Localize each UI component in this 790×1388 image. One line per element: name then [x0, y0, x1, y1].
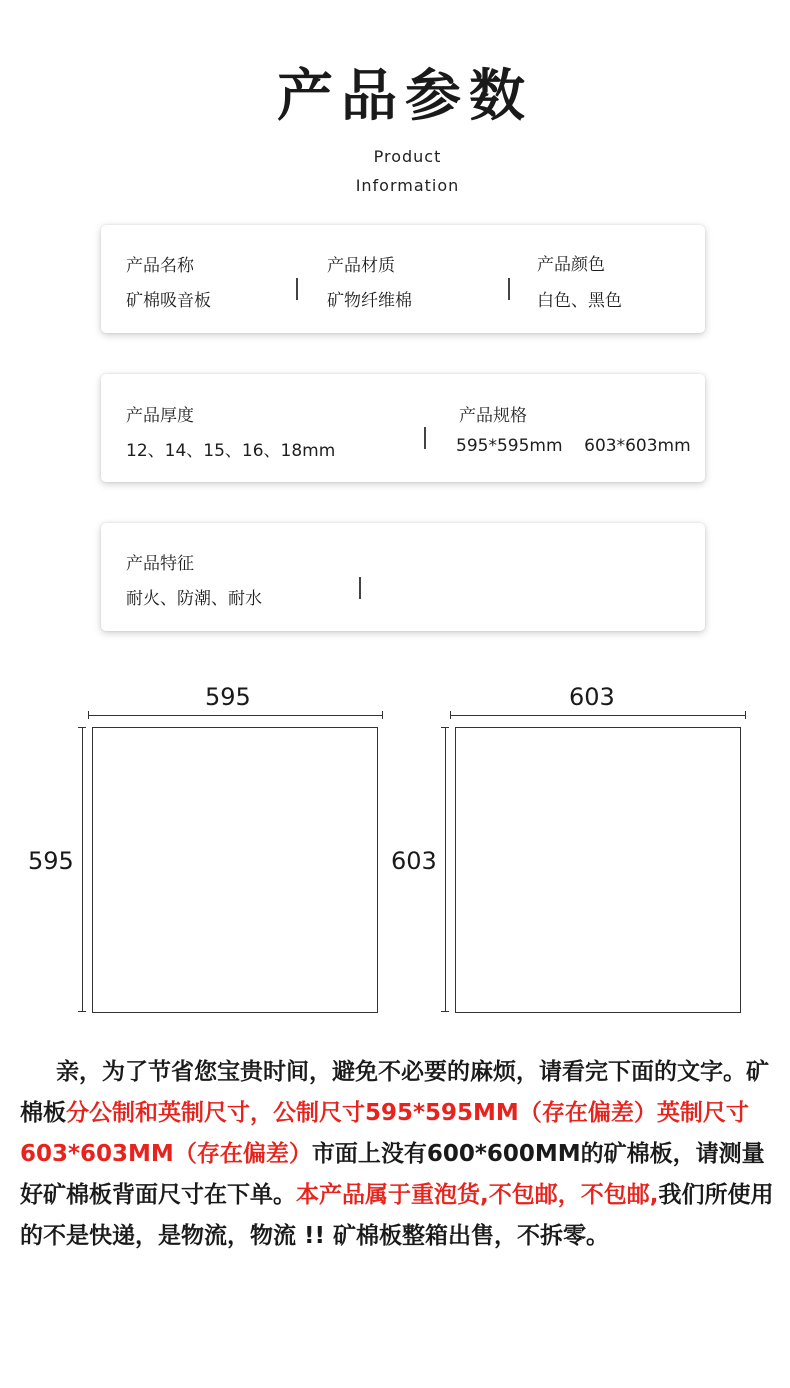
- notice-highlight: 分公制和英制尺寸，公制尺寸595*595MM（存在偏差）英制尺寸603*603MM（存在偏差）: [20, 1100, 749, 1167]
- page-title: 产品参数: [277, 64, 533, 129]
- notice-text: 市面上没有600*600MM的矿棉板，请测量好矿棉板背面尺寸在下单。: [20, 1141, 765, 1208]
- dimension-tick: [441, 727, 449, 728]
- spec-card-size: [101, 374, 705, 482]
- dimension-tick: [382, 711, 383, 719]
- field-label-spec: 产品规格: [459, 406, 527, 426]
- field-label-thickness: 产品厚度: [126, 406, 194, 426]
- spec-card-features: [101, 523, 705, 631]
- field-value-spec: 595*595mm 603*603mm: [456, 436, 691, 456]
- dimension-tick: [78, 727, 86, 728]
- field-separator: [424, 427, 426, 449]
- spec-card-basic: [101, 225, 705, 333]
- dimension-tick: [745, 711, 746, 719]
- field-separator: [359, 577, 361, 599]
- purchase-notice: [20, 1052, 780, 1257]
- dimension-tick: [78, 1011, 86, 1012]
- field-label-feature: 产品特征: [126, 554, 194, 574]
- field-separator: [508, 278, 510, 300]
- width-label: 595: [205, 683, 251, 711]
- subtitle-line-2: Information: [355, 176, 460, 195]
- dimension-tick: [450, 711, 451, 719]
- width-dimension-line: [450, 715, 746, 716]
- height-label: 595: [28, 847, 74, 875]
- field-label-name: 产品名称: [126, 256, 194, 276]
- field-value-name: 矿棉吸音板: [126, 291, 211, 311]
- notice-text: 亲，为了节省您宝贵时间，避免不必要的麻烦，请看完下面的文字。矿棉板: [20, 1059, 769, 1126]
- field-value-thickness: 12、14、15、16、18mm: [126, 441, 336, 461]
- dimension-tick: [88, 711, 89, 719]
- dimension-tick: [441, 1011, 449, 1012]
- field-separator: [296, 278, 298, 300]
- width-label: 603: [569, 683, 615, 711]
- field-value-color: 白色、黑色: [537, 291, 622, 311]
- panel-outline: [455, 727, 741, 1013]
- subtitle-line-1: Product: [373, 147, 442, 166]
- height-dimension-line: [445, 727, 446, 1012]
- notice-text: 我们所使用的不是快递，是物流，物流 !! 矿棉板整箱出售，不拆零。: [20, 1182, 774, 1249]
- field-label-material: 产品材质: [327, 256, 395, 276]
- field-label-color: 产品颜色: [537, 255, 605, 275]
- field-value-feature: 耐火、防潮、耐水: [126, 589, 262, 609]
- height-dimension-line: [82, 727, 83, 1012]
- height-label: 603: [391, 847, 437, 875]
- field-value-material: 矿物纤维棉: [327, 291, 412, 311]
- notice-highlight: 本产品属于重泡货,不包邮，不包邮,: [296, 1182, 659, 1208]
- width-dimension-line: [88, 715, 383, 716]
- panel-outline: [92, 727, 378, 1013]
